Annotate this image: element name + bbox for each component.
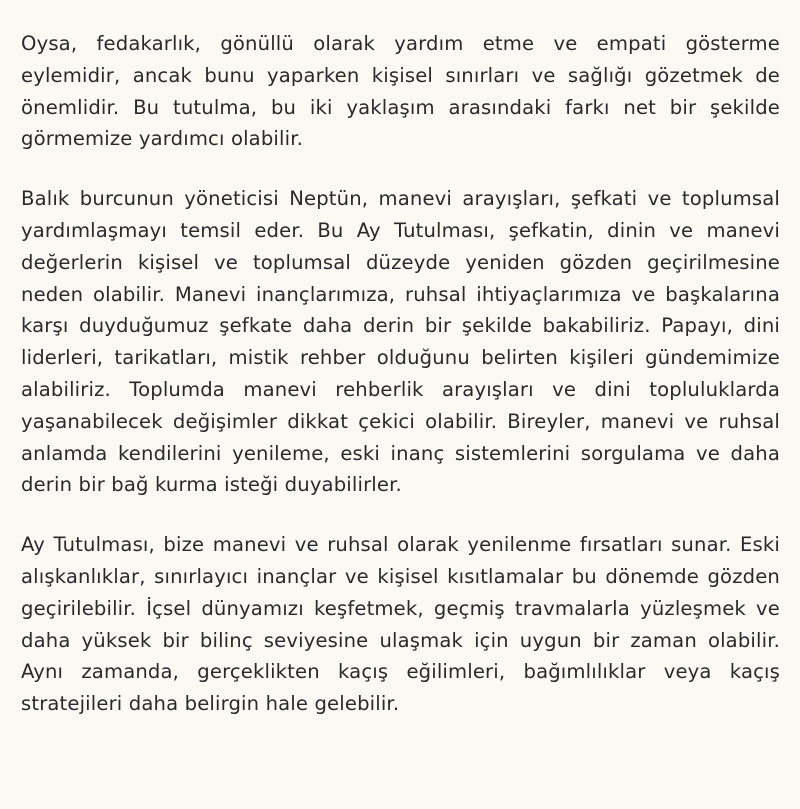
paragraph-neptune: Balık burcunun yöneticisi Neptün, manevi arayışları, şefkati ve toplumsal yardımlaşmayı temsil eder. Bu Ay Tutulması, şefkatin, dinin ve manevi değerlerin kişisel ve toplumsal düzeyde yeniden gözden geçirilmesine neden olabilir. Manevi inançlarımıza, ruhsal ihtiyaçlarımıza ve başkalarına karşı duyduğumuz şefkate daha derin bir şekilde bakabiliriz. Papayı, dini liderleri, tarikatları, mistik rehber olduğunu belirten kişileri gündemimize alabiliriz. Toplumda manevi rehberlik arayışları ve dini topluluklarda yaşanabilecek değişimler dikkat çekici olabilir. Bireyler, manevi ve ruhsal anlamda kendilerini yenileme, eski inanç sistemlerini sorgulama ve daha derin bir bağ kurma isteği duyabilirler.	[21, 187, 780, 497]
paragraph-lunar-eclipse: Ay Tutulması, bize manevi ve ruhsal olarak yenilenme fırsatları sunar. Eski alışkanlıklar, sınırlayıcı inançlar ve kişisel kısıtlamalar bu dönemde gözden geçirilebilir. İçsel dünyamızı keşfetmek, geçmiş travmalarla yüzleşmek ve daha yüksek bir bilinç seviyesine ulaşmak için uygun bir zaman olabilir. Aynı zamanda, gerçeklikten kaçış eğilimleri, bağımlılıklar veya kaçış stratejileri daha belirgin hale gelebilir.	[21, 533, 780, 716]
paragraph-selflessness: Oysa, fedakarlık, gönüllü olarak yardım etme ve empati gösterme eylemidir, ancak bunu yaparken kişisel sınırları ve sağlığı gözetmek de önemlidir. Bu tutulma, bu iki yaklaşım arasındaki farkı net bir şekilde görmemize yardımcı olabilir.	[21, 32, 780, 151]
